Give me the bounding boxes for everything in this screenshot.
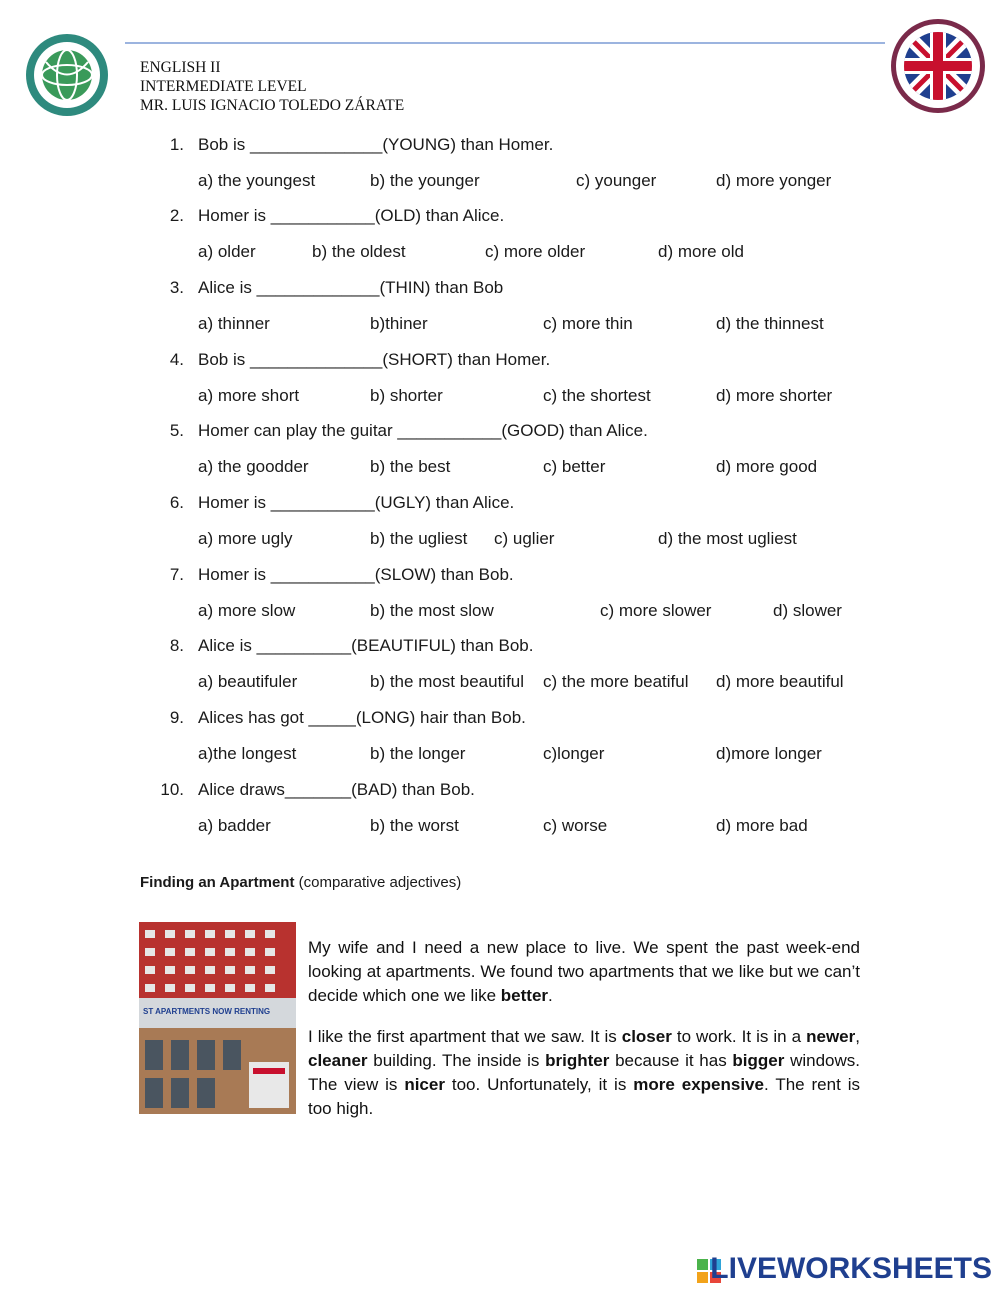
question-text: Alices has got _____(LONG) hair than Bob. [198,708,526,727]
paragraph-intro-text: My wife and I need a new place to live. We spent the past week-end looking at apartments. We found two apartments that we like but we can’t decide which one we like [308,938,860,1005]
answer-option[interactable]: c) younger [576,171,657,190]
header-text [140,58,404,115]
paragraph-intro-end: . [548,986,553,1005]
question-number: 6. [169,493,184,512]
answer-option[interactable]: c) more older [485,242,586,261]
answer-option[interactable]: b) the most slow [370,601,494,620]
p2-bold-cleaner: cleaner [308,1051,368,1070]
question-number: 4. [169,350,184,369]
course-level: INTERMEDIATE LEVEL [140,78,307,95]
p2-bold-newer: newer [806,1027,856,1046]
answer-option[interactable]: b) the best [370,457,451,476]
answer-option[interactable]: d) the most ugliest [658,529,797,548]
p2-text-3: , [855,1027,860,1046]
answer-option[interactable]: d) more shorter [716,386,833,405]
answer-option[interactable]: a) more ugly [198,529,293,548]
section-title: Finding an Apartment [140,874,295,891]
answer-option[interactable]: c) better [543,457,606,476]
answer-option[interactable]: d)more longer [716,744,822,763]
p2-bold-bigger: bigger [732,1051,785,1070]
p2-bold-nicer: nicer [404,1075,445,1094]
question-text: Bob is ______________(YOUNG) than Homer. [198,135,554,154]
question-text: Alice is _____________(THIN) than Bob [198,278,504,297]
answer-option[interactable]: b) the worst [370,816,459,835]
answer-option[interactable]: a) beautifuler [198,672,298,691]
liveworksheets-brand[interactable]: LIVEWORKSHEETS [710,1252,992,1285]
answer-option[interactable]: a) more slow [198,601,296,620]
answer-option[interactable]: d) more beautiful [716,672,844,691]
course-title: ENGLISH II [140,59,221,76]
p2-text-1: I like the first apartment that we saw. It is [308,1027,622,1046]
question-number: 3. [169,278,184,297]
answer-option[interactable]: a) thinner [198,314,270,333]
p2-bold-brighter: brighter [545,1051,610,1070]
teacher-name: MR. LUIS IGNACIO TOLEDO ZÁRATE [140,97,405,114]
answer-option[interactable]: c) more slower [600,601,712,620]
answer-option[interactable]: d) more yonger [716,171,832,190]
school-logo [24,32,110,118]
question-text: Bob is ______________(SHORT) than Homer. [198,350,551,369]
answer-option[interactable]: d) slower [773,601,842,620]
answer-option[interactable]: a) more short [198,386,300,405]
answer-option[interactable]: c) the shortest [543,386,651,405]
p2-bold-more-expensive: more expensive [633,1075,764,1094]
question-text: Homer can play the guitar ___________(GOOD) than Alice. [198,421,648,440]
answer-option[interactable]: b) shorter [370,386,443,405]
answer-option[interactable]: a)the longest [198,744,297,763]
teacher-logo [890,18,986,114]
answer-option[interactable]: a) older [198,242,256,261]
answer-option[interactable]: b) the ugliest [370,529,468,548]
answer-option[interactable]: b) the oldest [312,242,406,261]
answer-option[interactable]: d) more bad [716,816,808,835]
answer-option[interactable]: b) the longer [370,744,466,763]
p2-text-2: to work. It is in a [671,1027,807,1046]
answer-option[interactable]: a) the goodder [198,457,309,476]
paragraph-intro-bold: better [500,986,549,1005]
answer-option[interactable]: c) the more beatiful [543,672,689,691]
p2-text-7: too. Unfortunately, it is [444,1075,634,1094]
question-text: Homer is ___________(OLD) than Alice. [198,206,505,225]
question-number: 1. [169,135,184,154]
answer-option[interactable]: b) the most beautiful [370,672,525,691]
answer-option[interactable]: d) the thinnest [716,314,824,333]
answer-option[interactable]: b) the younger [370,171,480,190]
answer-option[interactable]: a) badder [198,816,271,835]
apartment-photo [139,922,296,1114]
section-subtitle: (comparative adjectives) [298,874,462,891]
answer-option[interactable]: c) more thin [543,314,633,333]
answer-option[interactable]: c) worse [543,816,608,835]
answer-option[interactable]: d) more good [716,457,818,476]
p2-bold-closer: closer [621,1027,672,1046]
answer-option[interactable]: c)longer [543,744,605,763]
header-divider [125,42,885,44]
answer-option[interactable]: a) the youngest [198,171,316,190]
question-text: Alice draws_______(BAD) than Bob. [198,780,475,799]
p2-text-4: building. The inside is [367,1051,546,1070]
answer-option[interactable]: d) more old [658,242,744,261]
question-number: 2. [169,206,184,225]
question-number: 9. [169,708,184,727]
apartment-sign: ST APARTMENTS NOW RENTING [143,1007,271,1016]
answer-option[interactable]: c) uglier [494,529,555,548]
question-text: Homer is ___________(SLOW) than Bob. [198,565,514,584]
paragraph-first-apartment [308,1025,860,1121]
question-text: Alice is __________(BEAUTIFUL) than Bob. [198,636,534,655]
question-number: 10. [160,780,184,799]
section-heading [140,874,461,891]
answer-option[interactable]: b)thiner [370,314,428,333]
paragraph-intro [308,936,860,1008]
p2-text-8: . The rent is too high. [308,1075,861,1118]
p2-text-6: windows. The view is [308,1051,861,1094]
question-text: Homer is ___________(UGLY) than Alice. [198,493,515,512]
p2-text-5: because it has [609,1051,733,1070]
question-number: 8. [169,636,184,655]
question-number: 7. [169,565,184,584]
question-number: 5. [169,421,184,440]
